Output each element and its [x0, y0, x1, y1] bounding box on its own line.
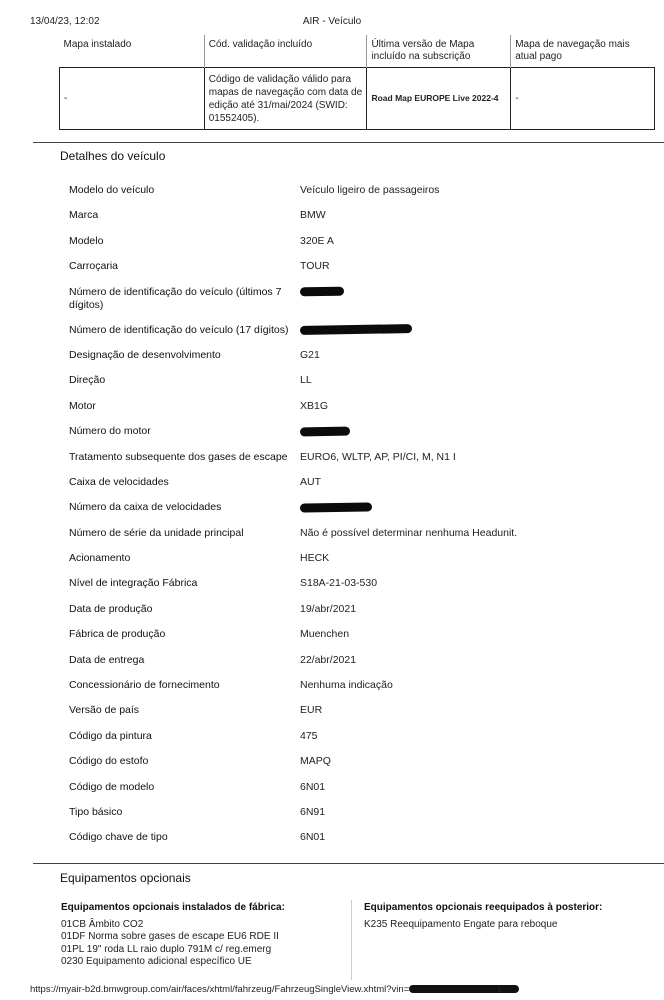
detail-value: LL — [300, 374, 312, 387]
detail-label: Direção — [69, 374, 106, 387]
detail-row — [69, 546, 649, 571]
retrofit-equipment-list — [364, 902, 654, 931]
detail-row — [69, 571, 649, 596]
map-info-table — [59, 35, 655, 130]
detail-row — [69, 622, 649, 647]
detail-value: TOUR — [300, 260, 330, 273]
detail-label: Versão de país — [69, 704, 140, 717]
detail-value: 6N01 — [300, 831, 326, 844]
detail-label: Tipo básico — [69, 805, 123, 818]
equipment-item: 01DF Norma sobre gases de escape EU6 RDE II — [61, 931, 279, 943]
detail-value: Nenhuma indicação — [300, 679, 393, 692]
detail-value — [300, 425, 350, 438]
footer-url-text: https://myair-b2d.bmwgroup.com/air/faces/xhtml/fahrzeug/FahrzeugSingleView.xhtml?vin= — [30, 984, 410, 995]
detail-label: Marca — [69, 209, 99, 222]
header-date: 13/04/23, 12:02 — [30, 16, 100, 27]
detail-value — [300, 286, 344, 299]
detail-label: Código de modelo — [69, 780, 155, 793]
detail-value: Muenchen — [300, 628, 350, 641]
detail-label: Fábrica de produção — [69, 628, 166, 641]
detail-row — [69, 178, 649, 203]
vehicle-details-list — [69, 178, 649, 851]
detail-value: 475 — [300, 729, 318, 742]
factory-equipment-heading: Equipamentos opcionais instalados de fábrica: — [61, 902, 285, 913]
detail-label: Motor — [69, 399, 96, 412]
equipment-item: K235 Reequipamento Engate para reboque — [364, 919, 558, 930]
detail-value: MAPQ — [300, 755, 331, 768]
section-divider — [33, 142, 664, 143]
detail-value — [300, 501, 372, 514]
map-table-header-latest: Última versão de Mapa incluído na subscrição — [367, 35, 511, 68]
detail-row — [69, 280, 649, 318]
detail-value: EUR — [300, 704, 323, 717]
detail-value: 6N01 — [300, 780, 326, 793]
page-number — [497, 984, 502, 995]
detail-label: Nível de integração Fábrica — [69, 577, 198, 590]
page-number-value: 1 — [497, 984, 503, 995]
detail-value: AUT — [300, 475, 321, 488]
map-table-header-installed: Mapa instalado — [63, 39, 132, 50]
retrofit-equipment-heading: Equipamentos opcionais reequipados à posterior: — [364, 902, 603, 913]
map-table-header-current: Mapa de navegação mais atual pago — [511, 35, 655, 68]
redaction-mark — [300, 502, 372, 512]
detail-value: 22/abr/2021 — [300, 653, 357, 666]
map-table-cell-current: - — [511, 68, 655, 130]
detail-value — [300, 324, 412, 337]
detail-value: 320E A — [300, 234, 334, 247]
detail-label: Modelo do veículo — [69, 184, 155, 196]
detail-row — [69, 203, 649, 228]
detail-row — [69, 673, 649, 698]
equipment-item: 01PL 19" roda LL raio duplo 791M c/ reg.emerg — [61, 943, 272, 955]
detail-label: Tratamento subsequente dos gases de escape — [69, 450, 288, 463]
detail-label: Data de produção — [69, 602, 153, 615]
detail-label: Concessionário de fornecimento — [69, 679, 220, 692]
detail-label: Número de identificação do veículo (17 dígitos) — [69, 323, 289, 336]
detail-row — [69, 698, 649, 723]
detail-row — [69, 775, 649, 800]
detail-row — [69, 495, 649, 520]
detail-value: Veículo ligeiro de passageiros — [300, 184, 440, 196]
detail-value: S18A-21-03-530 — [300, 577, 378, 590]
detail-label: Número do motor — [69, 425, 151, 438]
detail-row — [69, 254, 649, 279]
detail-label: Acionamento — [69, 552, 131, 565]
optional-equipment-title: Equipamentos opcionais — [60, 871, 191, 885]
detail-row — [69, 800, 649, 825]
detail-label: Número da caixa de velocidades — [69, 501, 222, 514]
detail-row — [69, 318, 649, 343]
detail-value: 6N91 — [300, 805, 326, 818]
detail-row — [69, 470, 649, 495]
detail-row — [69, 368, 649, 393]
detail-row — [69, 597, 649, 622]
detail-row — [69, 229, 649, 254]
map-table-header-validation: Cód. validação incluído — [204, 35, 367, 68]
redaction-mark — [300, 426, 350, 436]
detail-row — [69, 419, 649, 444]
map-table-cell-installed: - — [60, 68, 205, 130]
detail-label: Data de entrega — [69, 653, 145, 666]
detail-label: Código da pintura — [69, 729, 152, 742]
detail-row — [69, 724, 649, 749]
factory-equipment-list — [61, 902, 351, 968]
detail-row — [69, 825, 649, 850]
detail-label: Código do estofo — [69, 755, 149, 768]
detail-value: EURO6, WLTP, AP, PI/CI, M, N1 I — [300, 450, 456, 463]
redaction-mark — [300, 324, 412, 335]
detail-label: Número de identificação do veículo (últimos 7 dígitos) — [69, 285, 282, 311]
detail-value: XB1G — [300, 399, 329, 412]
detail-value: Não é possível determinar nenhuma Headunit. — [300, 526, 518, 539]
map-table-cell-validation: Código de validação válido para mapas de navegação com data de edição até 31/mai/2024 (SWID: 01552405). — [204, 68, 367, 130]
detail-row — [69, 445, 649, 470]
detail-value: 19/abr/2021 — [300, 602, 357, 615]
detail-row — [69, 648, 649, 673]
redaction-mark — [300, 287, 344, 297]
section-divider — [33, 863, 664, 864]
detail-label: Designação de desenvolvimento — [69, 348, 221, 361]
detail-value: G21 — [300, 348, 320, 361]
detail-label: Caixa de velocidades — [69, 475, 169, 488]
detail-value: HECK — [300, 552, 330, 565]
document-title: AIR - Veículo — [302, 16, 362, 27]
detail-row — [69, 521, 649, 546]
detail-row — [69, 749, 649, 774]
footer-url[interactable] — [30, 984, 519, 995]
equipment-item: 0230 Equipamento adicional específico UE — [61, 955, 252, 967]
equipment-item: 01CB Âmbito CO2 — [61, 919, 144, 930]
redaction-mark — [409, 985, 519, 993]
column-divider — [351, 900, 352, 980]
detail-value: BMW — [300, 209, 326, 222]
detail-row — [69, 343, 649, 368]
detail-label: Número de série da unidade principal — [69, 526, 244, 539]
detail-row — [69, 394, 649, 419]
vehicle-details-title: Detalhes do veículo — [60, 149, 166, 163]
detail-label: Modelo — [69, 234, 104, 247]
detail-label: Código chave de tipo — [69, 831, 168, 844]
detail-label: Carroçaria — [69, 260, 119, 273]
map-table-cell-latest: Road Map EUROPE Live 2022-4 — [367, 68, 511, 130]
